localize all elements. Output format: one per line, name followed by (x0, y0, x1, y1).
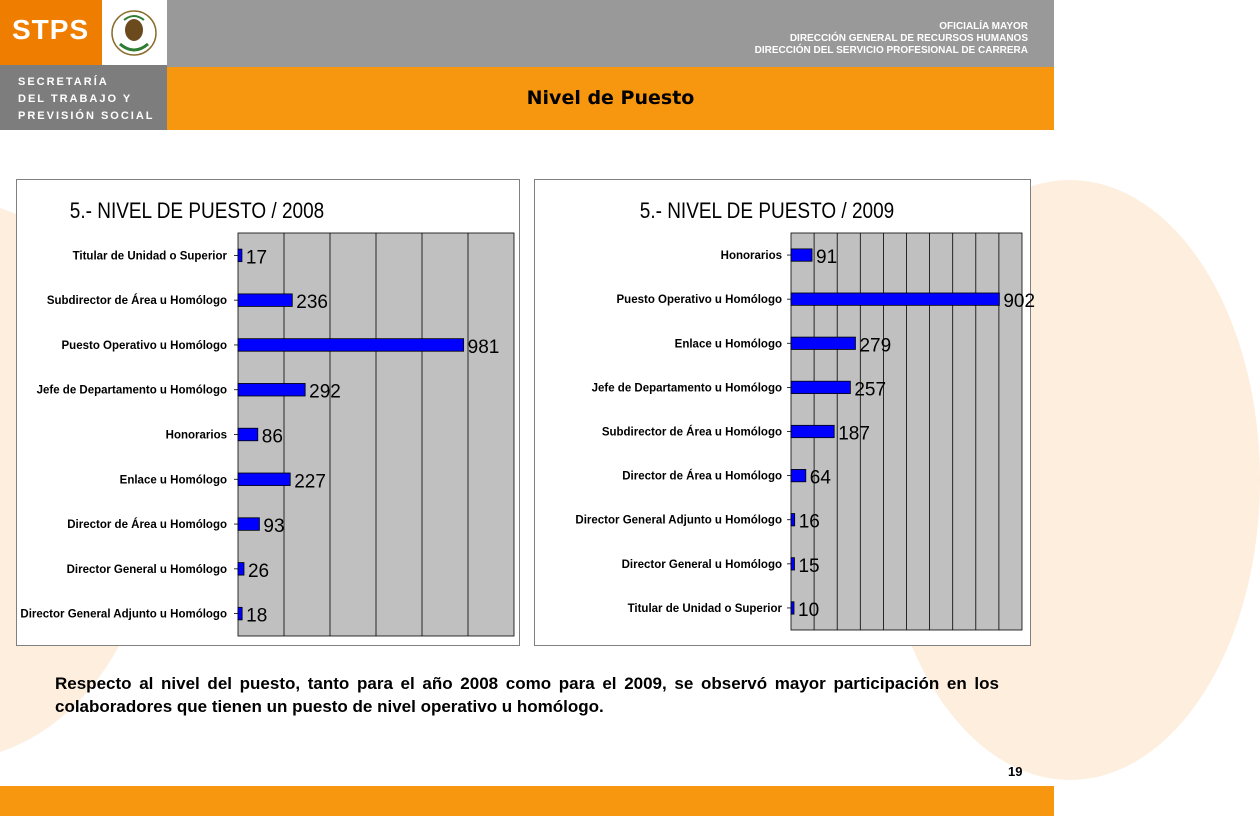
dept-line: DIRECCIÓN GENERAL DE RECURSOS HUMANOS (789, 33, 1028, 44)
header-gray-bar (167, 0, 1054, 67)
category-label: Titular de Unidad o Superior (72, 250, 227, 263)
data-label: 91 (816, 247, 838, 269)
logo-text: STPS (12, 14, 90, 45)
data-label: 10 (798, 599, 820, 621)
data-label: 16 (798, 511, 820, 533)
category-label: Subdirector de Área u Homólogo (601, 426, 782, 439)
category-label: Director de Área u Homólogo (622, 470, 782, 483)
category-label: Director de Área u Homólogo (67, 519, 227, 532)
data-label: 236 (296, 292, 328, 314)
data-label: 18 (246, 605, 268, 627)
category-label: Honorarios (165, 429, 227, 442)
data-label: 26 (247, 560, 270, 582)
bar (791, 293, 999, 305)
category-label: Director General u Homólogo (66, 563, 227, 576)
bar (791, 249, 812, 261)
data-label: 187 (838, 423, 870, 445)
bar (791, 514, 795, 526)
ministry-name (18, 74, 155, 125)
category-label: Director General Adjunto u Homólogo (20, 608, 227, 621)
bar (791, 558, 794, 570)
bar (238, 339, 464, 352)
category-label: Honorarios (720, 250, 782, 263)
data-label: 902 (1003, 291, 1036, 313)
data-label: 292 (309, 381, 341, 403)
ministry-line: DEL TRABAJO Y (18, 93, 133, 105)
data-label: 279 (859, 335, 892, 357)
data-label: 257 (854, 379, 887, 401)
chart-2009 (534, 179, 1036, 646)
bar (791, 337, 855, 349)
bar (791, 469, 806, 481)
bar (238, 607, 242, 620)
bar (238, 428, 258, 441)
category-label: Enlace u Homólogo (674, 338, 782, 351)
national-seal-icon (102, 0, 167, 65)
data-label: 86 (261, 426, 283, 448)
bar (791, 381, 850, 393)
page-number: 19 (1008, 764, 1023, 779)
chart-title: 5.- NIVEL DE PUESTO / 2009 (639, 198, 895, 224)
chart-title: 5.- NIVEL DE PUESTO / 2008 (69, 198, 325, 224)
bar (238, 563, 244, 576)
category-label: Jefe de Departamento u Homólogo (36, 384, 227, 397)
bar (238, 294, 292, 307)
data-label: 981 (467, 336, 500, 358)
data-label: 227 (294, 471, 326, 493)
data-label: 93 (263, 516, 285, 538)
ministry-line: SECRETARÍA (18, 76, 109, 88)
bar (238, 383, 305, 396)
category-label: Enlace u Homólogo (119, 474, 227, 487)
ministry-line: PREVISIÓN SOCIAL (18, 110, 155, 122)
dept-line: DIRECCIÓN DEL SERVICIO PROFESIONAL DE CARRERA (754, 45, 1028, 56)
bar (238, 473, 290, 486)
data-label: 64 (809, 467, 831, 489)
bar (238, 518, 259, 531)
data-label: 17 (245, 247, 268, 269)
department-lines (755, 21, 1028, 57)
category-label: Subdirector de Área u Homólogo (46, 295, 227, 308)
category-label: Titular de Unidad o Superior (627, 602, 782, 615)
footer-bar (0, 786, 1054, 816)
category-label: Jefe de Departamento u Homólogo (591, 382, 782, 395)
bar (238, 249, 242, 262)
logo-block (0, 0, 167, 130)
page-title: Nivel de Puesto (526, 87, 695, 109)
dept-line: OFICIALÍA MAYOR (939, 21, 1028, 32)
bar (791, 425, 834, 437)
category-label: Director General Adjunto u Homólogo (575, 514, 782, 527)
chart-2009-svg (535, 180, 1036, 645)
data-label: 15 (798, 555, 820, 577)
stps-logo (0, 0, 102, 65)
summary-paragraph: Respecto al nivel del puesto, tanto para el año 2008 como para el 2009, se observó mayor participación en los colaboradores que tienen un puesto de nivel operativo u homólogo. (55, 674, 999, 716)
header-orange-bar (167, 67, 1054, 130)
chart-2008 (16, 179, 520, 646)
bar (791, 602, 794, 614)
chart-2008-svg (17, 180, 519, 645)
category-label: Director General u Homólogo (621, 558, 782, 571)
category-label: Puesto Operativo u Homólogo (616, 294, 782, 307)
category-label: Puesto Operativo u Homólogo (61, 339, 227, 352)
